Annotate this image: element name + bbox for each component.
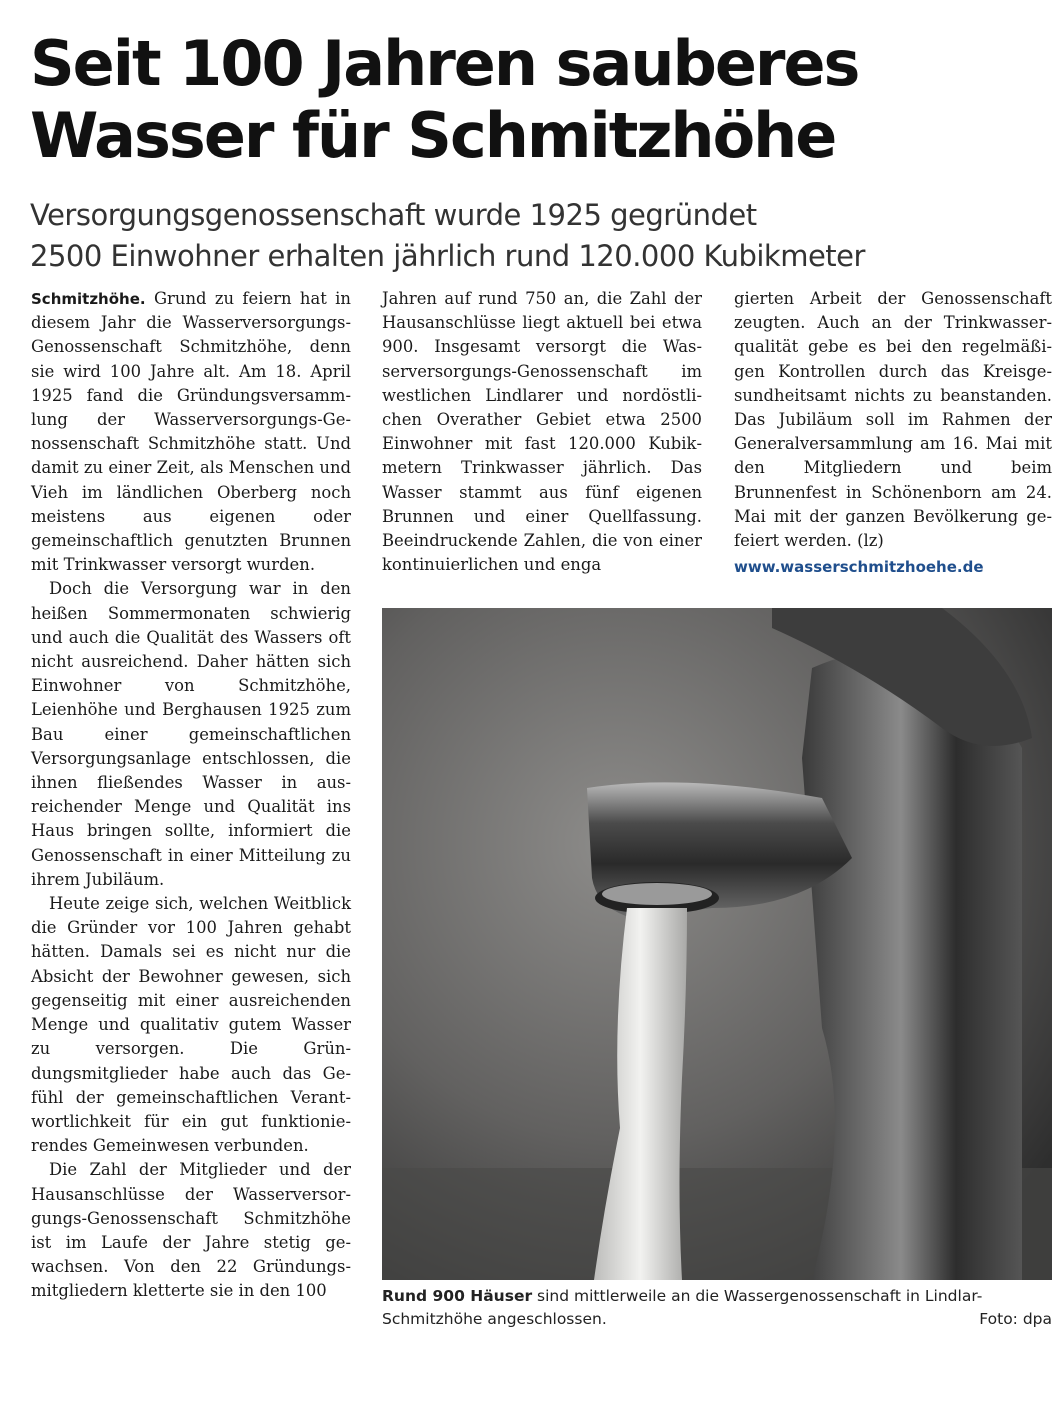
water-faucet-photo [382, 608, 1052, 1280]
caption-text: sind mittlerweile an die Wassergenossenschaft in Lindlar-Schmitzhöhe angeschlossen. [382, 1287, 983, 1328]
dateline: Schmitzhöhe. [31, 290, 146, 308]
caption-lead: Rund 900 Häuser [382, 1287, 533, 1305]
column-3-text: gierten Arbeit der Genossenschaft zeugten. Auch an der Trinkwasserqualität gebe es bei den regelmäßigen Kontrollen durch das Kreisgesundheitsamt nichts zu beanstanden. Das Jubiläum soll im Rahmen der Generalversammlung am 16. Mai mit den Mitgliedern und beim Brunnenfest in Schönenborn am 24. Mai mit der ganzen Bevölkerung gefeiert werden. (lz) [734, 289, 1052, 551]
headline [30, 28, 1040, 172]
article-column-1 [31, 287, 351, 1304]
photo-caption [382, 1285, 1052, 1331]
paragraph-3: Heute zeige sich, welchen Weitblick die Gründer vor 100 Jahren gehabt hätten. Damals sei es nicht nur die Absicht der Bewohner gewesen, sich gegenseitig mit einer ausreichenden Menge und qualitativ gutem Wasser zu versorgen. Die Gründungsmitglieder habe auch das Gefühl der gemeinschaftlichen Verantwortlichkeit für ein gut funktionierendes Gemeinwesen verbunden. [31, 894, 351, 1156]
article-column-2 [382, 287, 702, 577]
headline-line-1: Seit 100 Jahren sauberes [30, 27, 859, 100]
faucet-image [382, 608, 1052, 1280]
subheadline-2: 2500 Einwohner erhalten jährlich rund 120.000 Kubikmeter [30, 239, 865, 273]
paragraph-1-text: Grund zu feiern hat in diesem Jahr die Wasserversorgungs-Genossenschaft Schmitzhöhe, denn sie wird 100 Jahre alt. Am 18. April 1925 fand die Gründungsversammlung der Wasserversorgungs-Genossenschaft Schmitzhöhe statt. Und damit zu einer Zeit, als Menschen und Vieh im ländlichen Oberberg noch meistens aus eigenen oder gemeinschaftlich genutzten Brunnen mit Trinkwasser versorgt wurden. [31, 289, 351, 575]
subheadline-1: Versorgungsgenossenschaft wurde 1925 gegründet [30, 198, 757, 232]
column-2-text: Jahren auf rund 750 an, die Zahl der Hausanschlüsse liegt aktuell bei etwa 900. Insgesamt versorgt die Wasserversorgungs-Genossenschaft im westlichen Lindlarer und nordöstlichen Overather Gebiet etwa 2500 Einwohner mit fast 120.000 Kubikmetern Trinkwasser jährlich. Das Wasser stammt aus fünf eigenen Brunnen und einer Quellfassung. Beeindruckende Zahlen, die von einer kontinuierlichen und enga [382, 289, 702, 575]
article-column-3 [734, 287, 1052, 579]
paragraph-4: Die Zahl der Mitglieder und der Hausanschlüsse der Wasserversorgungs-Genossenschaft Schmitzhöhe ist im Laufe der Jahre stetig gewachsen. Von den 22 Gründungsmitgliedern kletterte sie in den 100 [31, 1160, 351, 1301]
photo-credit: Foto: dpa [979, 1310, 1052, 1328]
headline-line-2: Wasser für Schmitzhöhe [30, 99, 836, 172]
website-link[interactable]: www.wasserschmitzhoehe.de [734, 558, 984, 577]
paragraph-2: Doch die Versorgung war in den heißen Sommermonaten schwierig und auch die Qualität des Wassers oft nicht ausreichend. Daher hätten sich Einwohner von Schmitzhöhe, Leienhöhe und Berghausen 1925 zum Bau einer gemeinschaftlichen Versorgungsanlage entschlossen, die ihnen fließendes Wasser in ausreichender Menge und Qualität ins Haus bringen sollte, informiert die Genossenschaft in einer Mitteilung zu ihrem Jubiläum. [31, 579, 351, 889]
paragraph-1 [31, 287, 351, 577]
